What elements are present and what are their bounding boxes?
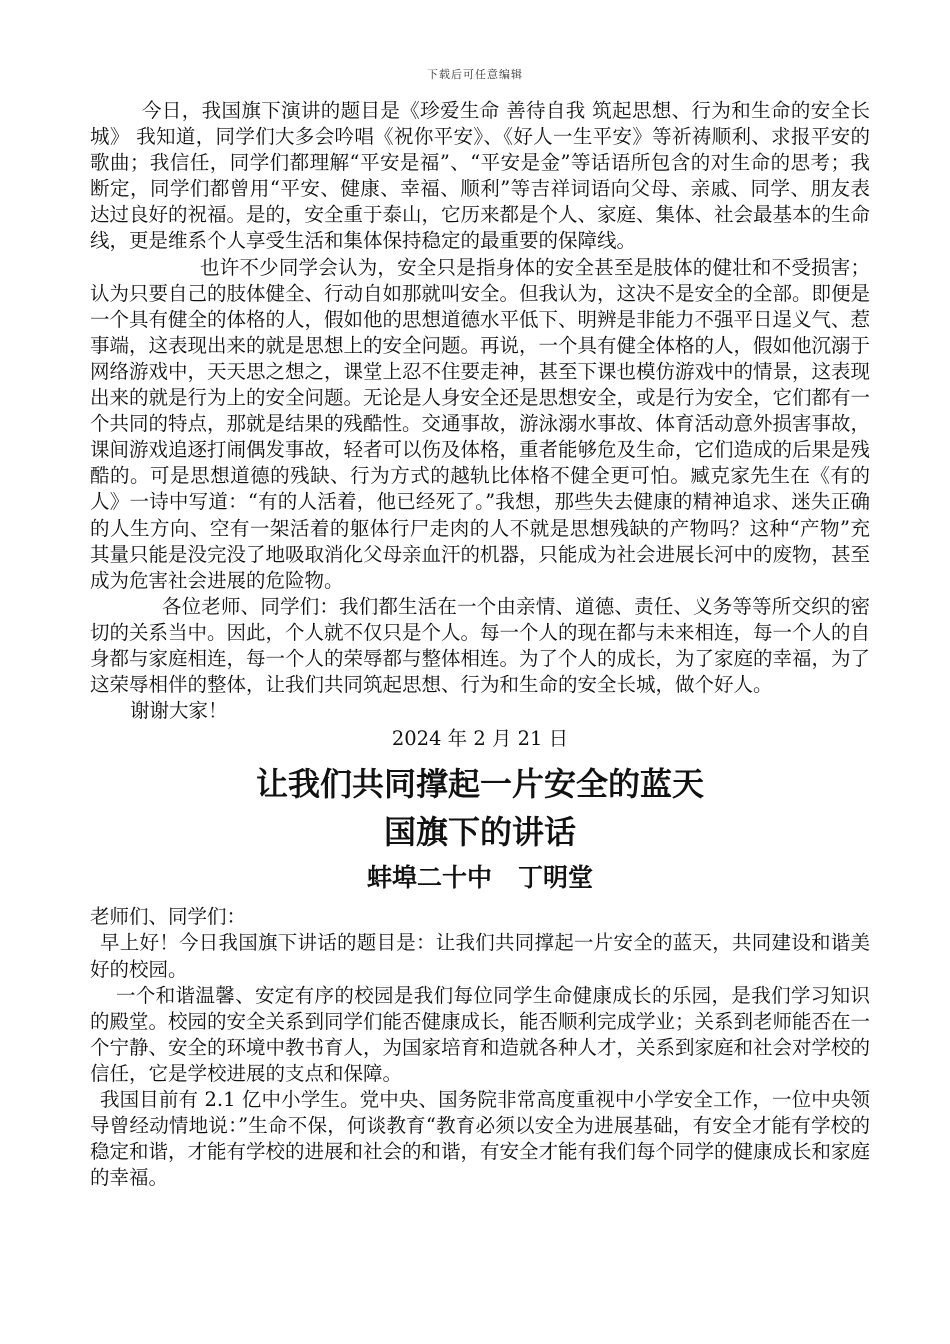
speech2-greeting: 老师们、同学们： (90, 905, 247, 929)
speech1-paragraph: 各位老师、同学们：我们都生活在一个由亲情、道德、责任、义务等等所交织的密切的关系当中。因此，个人就不仅只是个人。每一个人的现在都与未来相连，每一个人的自身都与家庭相连，每一个人的荣辱都与整体相连。为了个人的成长，为了家庭的幸福，为了这荣辱相伴的整体，让我们共同筑起思想、行为和生命的安全长城，做个好人。 (90, 594, 871, 697)
speech2-paragraph: 一个和谐温馨、安定有序的校园是我们每位同学生命健康成长的乐园，是我们学习知识的殿堂。校园的安全关系到同学们能否健康成长，能否顺利完成学业；关系到老师能否在一个宁静、安全的环境中教书育人，为国家培育和造就各种人才，关系到家庭和社会对学校的信任，它是学校进展的支点和保障。 (90, 983, 871, 1085)
speech1-date: 2024 年 2 月 21 日 (391, 727, 569, 751)
page-header: 下载后可任意编辑 (427, 68, 523, 81)
speech1-closing: 谢谢大家！ (130, 699, 228, 723)
speech2-subtitle: 国旗下的讲话 (383, 813, 576, 852)
document-body (90, 98, 870, 1191)
speech1-paragraph: 今日，我国旗下演讲的题目是《珍爱生命 善待自我 筑起思想、行为和生命的安全长城》 我知道，同学们大多会吟唱《祝你平安》、《好人一生平安》等祈祷顺利、求报平安的歌曲；我信任，同学们都理解“平安是福”、“平安是金”等话语所包含的对生命的思考；我断定，同学们都曾用“平安、健康、幸福、顺利”等吉祥词语向父母、亲戚、同学、朋友表达过良好的祝福。是的，安全重于泰山，它历来都是个人、家庭、集体、社会最基本的生命线，更是维系个人享受生活和集体保持稳定的最重要的保障线。 (90, 99, 871, 253)
speech2-author: 蚌埠二十中 丁明堂 (366, 863, 594, 893)
speech2-paragraph: 我国目前有 2.1 亿中小学生。党中央、国务院非常高度重视中小学安全工作，一位中央领导曾经动情地说：”生命不保，何谈教育“教育必须以安全为进展基础，有安全才能有学校的稳定和谐，才能有学校的进展和社会的和谐，有安全才能有我们每个同学的健康成长和家庭的幸福。 (90, 1088, 871, 1190)
speech2-title: 让我们共同撑起一片安全的蓝天 (255, 765, 704, 804)
speech2-paragraph: 早上好！今日我国旗下讲话的题目是：让我们共同撑起一片安全的蓝天，共同建设和谐美好的校园。 (90, 931, 870, 981)
speech1-paragraph: 也许不少同学会认为，安全只是指身体的安全甚至是肢体的健壮和不受损害；认为只要自己的肢体健全、行动自如那就叫安全。但我认为，这决不是安全的全部。即便是一个具有健全的体格的人，假如他的思想道德水平低下、明辨是非能力不强平日逞义气、惹事端，这表现出来的就是思想上的安全问题。再说，一个具有健全体格的人，假如他沉溺于网络游戏中，天天思之想之，课堂上忍不住要走神，甚至下课也模仿游戏中的情景，这表现出来的就是行为上的安全问题。无论是人身安全还是思想安全，或是行为安全，它们都有一个共同的特点，那就是结果的残酷性。交通事故，游泳溺水事故、体育活动意外损害事故，课间游戏追逐打闹偶发事故，轻者可以伤及体格，重者能够危及生命，它们造成的后果是残酷的。可是思想道德的残缺、行为方式的越轨比体格不健全更可怕。臧克家先生在《有的人》一诗中写道：“有的人活着，他已经死了。”我想，那些失去健康的精神追求、迷失正确的人生方向、空有一架活着的躯体行尸走肉的人不就是思想残缺的产物吗？这种“产物”充其量只能是没完没了地吸取消化父母亲血汗的机器，只能成为社会进展长河中的废物，甚至成为危害社会进展的危险物。 (90, 255, 871, 592)
